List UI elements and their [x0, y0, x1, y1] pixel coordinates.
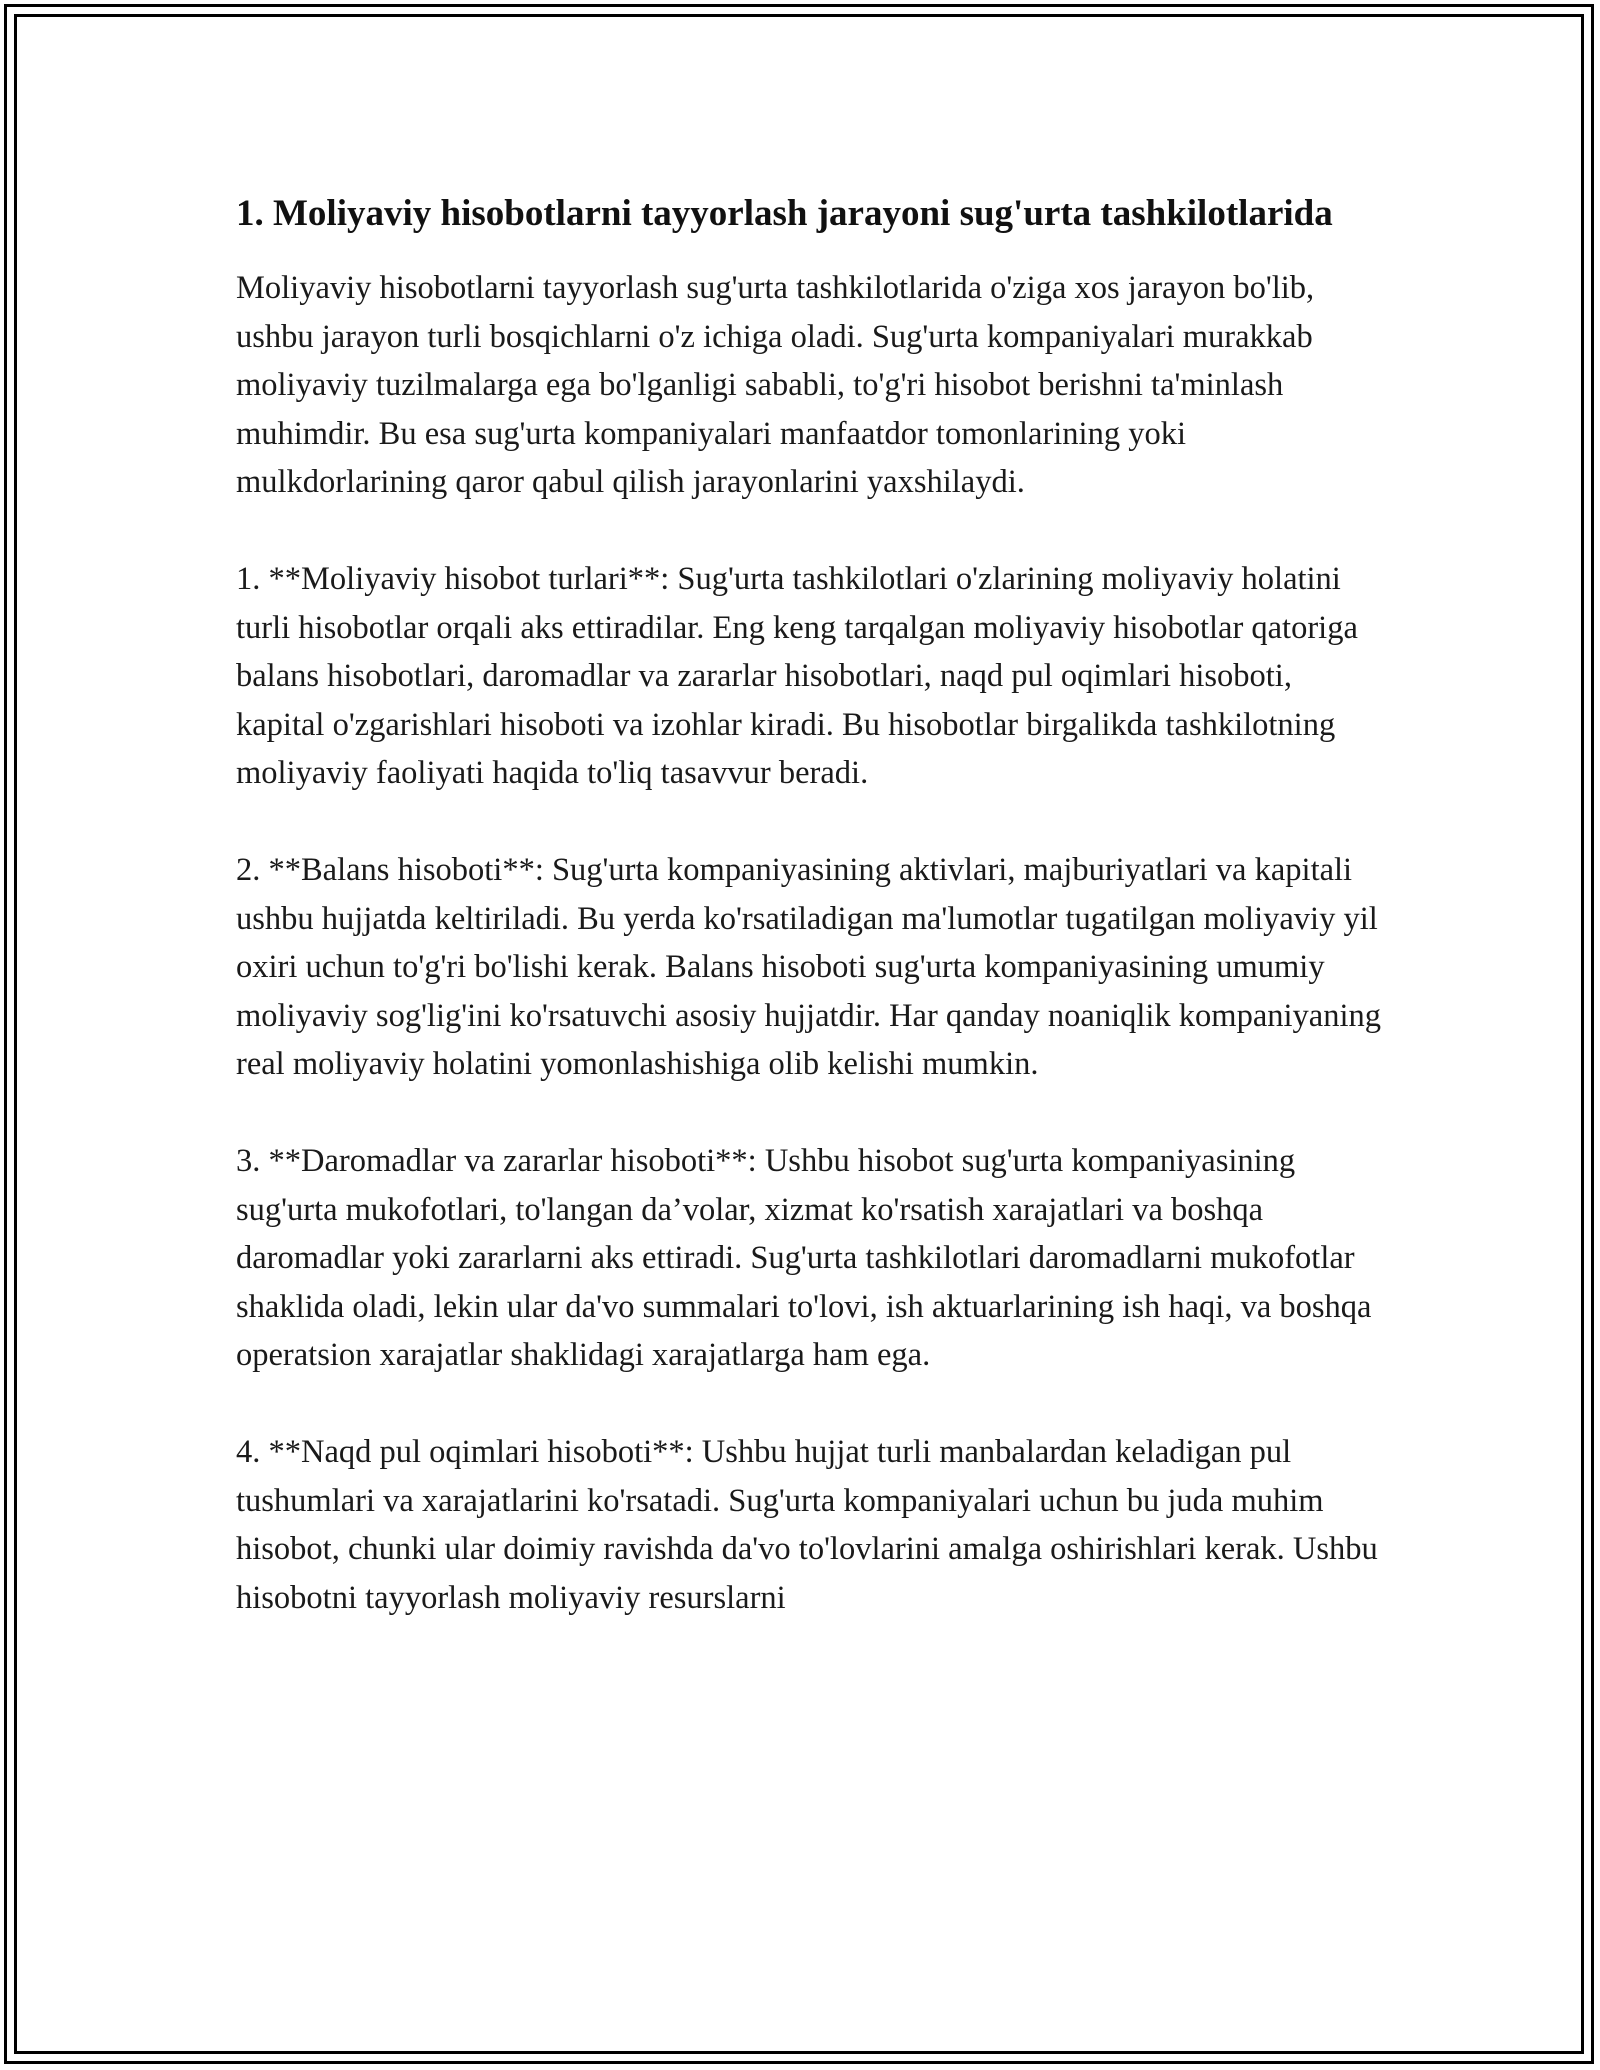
- document-title: 1. Moliyaviy hisobotlarni tayyorlash jarayoni sug'urta tashkilotlarida: [236, 193, 1333, 234]
- paragraph-income-statement: 3. **Daromadlar va zararlar hisoboti**: Ushbu hisobot sug'urta kompaniyasining sug'urta mukofotlari, to'langan da’volar, xizmat ko'rsatish xarajatlari va boshqa daromadlar yoki zararlarni aks ettiradi. Sug'urta tashkilotlari daromadlarni mukofotlar shaklida oladi, lekin ular da'vo summalari to'lovi, ish aktuarlarining ish haqi, va boshqa operatsion xarajatlar shaklidagi xarajatlarga ham ega.: [236, 1143, 1372, 1373]
- paragraph-report-types: 1. **Moliyaviy hisobot turlari**: Sug'urta tashkilotlari o'zlarining moliyaviy holatini turli hisobotlar orqali aks ettiradilar. Eng keng tarqalgan moliyaviy hisobotlar qatoriga balans hisobotlari, daromadlar va zararlar hisobotlari, naqd pul oqimlari hisoboti, kapital o'zgarishlari hisoboti va izohlar kiradi. Bu hisobotlar birgalikda tashkilotning moliyaviy faoliyati haqida to'liq tasavvur beradi.: [236, 561, 1358, 791]
- intro-paragraph: Moliyaviy hisobotlarni tayyorlash sug'urta tashkilotlarida o'ziga xos jarayon bo'lib, ushbu jarayon turli bosqichlarni o'z ichiga oladi. Sug'urta kompaniyalari murakkab moliyaviy tuzilmalarga ega bo'lganligi sababli, to'g'ri hisobot berishni ta'minlash muhimdir. Bu esa sug'urta kompaniyalari manfaatdor tomonlarining yoki mulkdorlarining qaror qabul qilish jarayonlarini yaxshilaydi.: [236, 270, 1315, 500]
- document-body: [236, 186, 1386, 1622]
- paragraph-balance-sheet: 2. **Balans hisoboti**: Sug'urta kompaniyasining aktivlari, majburiyatlari va kapitali ushbu hujjatda keltiriladi. Bu yerda ko'rsatiladigan ma'lumotlar tugatilgan moliyaviy yil oxiri uchun to'g'ri bo'lishi kerak. Balans hisoboti sug'urta kompaniyasining umumiy moliyaviy sog'lig'ini ko'rsatuvchi asosiy hujjatdir. Har qanday noaniqlik kompaniyaning real moliyaviy holatini yomonlashishiga olib kelishi mumkin.: [236, 852, 1381, 1082]
- paragraph-cash-flow: 4. **Naqd pul oqimlari hisoboti**: Ushbu hujjat turli manbalardan keladigan pul tushumlari va xarajatlarini ko'rsatadi. Sug'urta kompaniyalari uchun bu juda muhim hisobot, chunki ular doimiy ravishda da'vo to'lovlarini amalga oshirishlari kerak. Ushbu hisobotni tayyorlash moliyaviy resurslarni: [236, 1434, 1378, 1616]
